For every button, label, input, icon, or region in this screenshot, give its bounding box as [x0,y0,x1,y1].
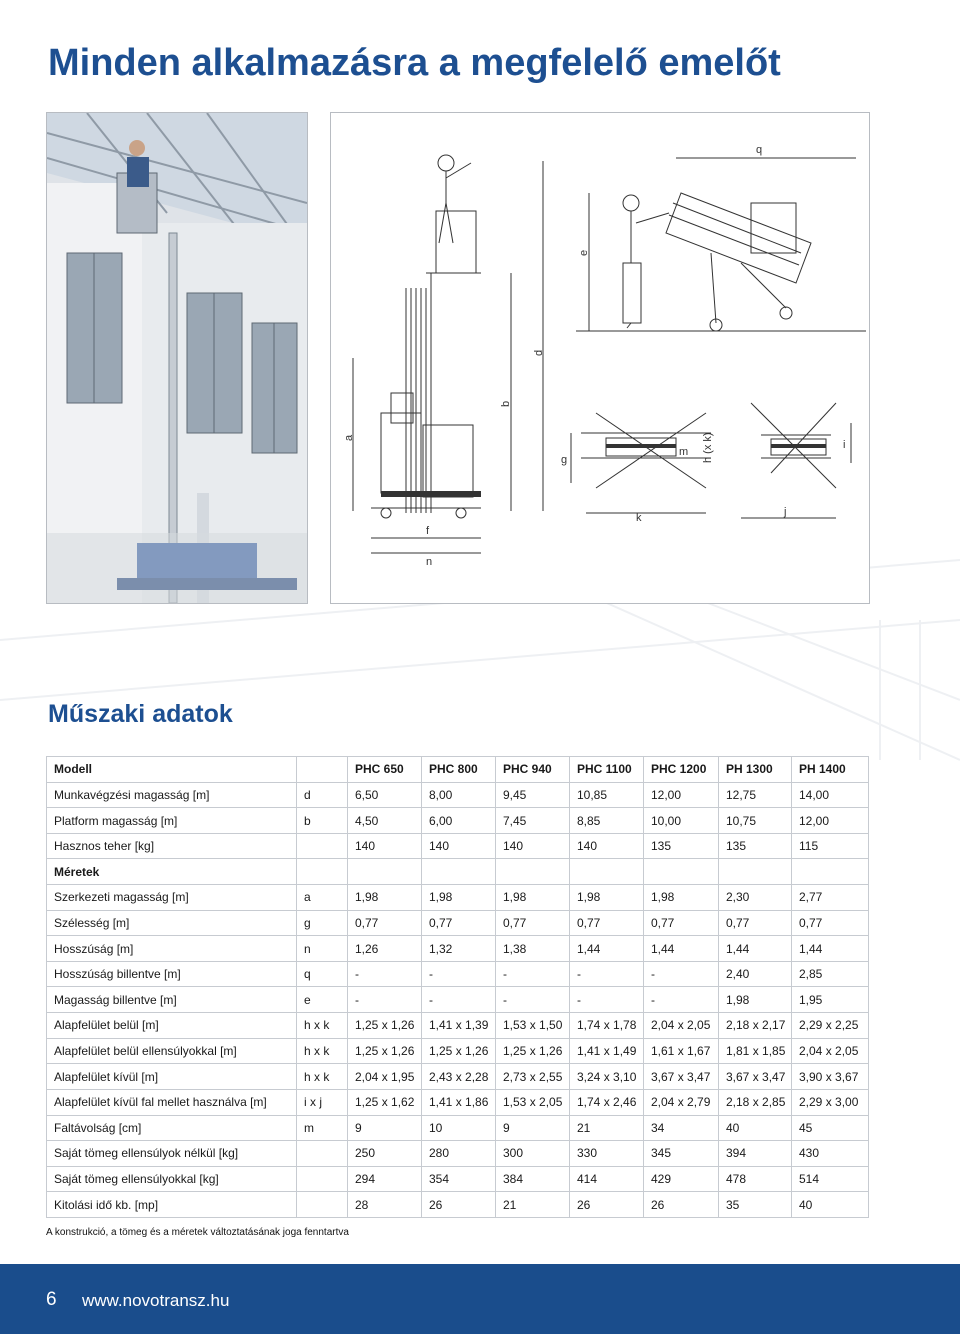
dimension-symbol [297,833,348,859]
cell-value: 0,77 [644,910,719,936]
row-label: Alapfelület belül [m] [47,1013,297,1039]
cell-value: 1,44 [644,936,719,962]
cell-value: 478 [719,1166,792,1192]
cell-value: 10,75 [719,808,792,834]
cell-value: - [570,961,644,987]
row-label: Méretek [47,859,297,885]
cell-value: 414 [570,1166,644,1192]
cell-value [644,859,719,885]
cell-value: 1,25 x 1,26 [348,1038,422,1064]
cell-value: 1,44 [719,936,792,962]
cell-value: 1,41 x 1,49 [570,1038,644,1064]
footnote: A konstrukció, a tömeg és a méretek változtatásának joga fenntartva [46,1227,349,1238]
dimension-symbol: q [297,961,348,987]
cell-value: 2,29 x 3,00 [792,1089,869,1115]
cell-value [348,859,422,885]
cell-value: 2,04 x 2,05 [644,1013,719,1039]
cell-value [496,859,570,885]
cell-value: 2,85 [792,961,869,987]
table-row [47,961,869,987]
cell-value: 0,77 [719,910,792,936]
cell-value: 2,29 x 2,25 [792,1013,869,1039]
cell-value: 26 [422,1192,496,1218]
cell-value: 1,25 x 1,26 [348,1013,422,1039]
cell-value: 384 [496,1166,570,1192]
cell-value: 429 [644,1166,719,1192]
row-label: Saját tömeg ellensúlyok nélkül [kg] [47,1141,297,1167]
row-label: Faltávolság [cm] [47,1115,297,1141]
cell-value: 1,32 [422,936,496,962]
table-row [47,808,869,834]
dimension-symbol [297,1141,348,1167]
cell-value: 140 [348,833,422,859]
cell-value: PHC 650 [348,757,422,783]
table-row [47,1089,869,1115]
cell-value: 1,44 [570,936,644,962]
cell-value: 1,25 x 1,26 [422,1038,496,1064]
cell-value: 1,74 x 1,78 [570,1013,644,1039]
cell-value: 40 [792,1192,869,1218]
cell-value [792,859,869,885]
cell-value: 140 [422,833,496,859]
table-header-row [47,757,869,783]
dimension-symbol [297,1192,348,1218]
cell-value: 28 [348,1192,422,1218]
row-label: Alapfelület belül ellensúlyokkal [m] [47,1038,297,1064]
cell-value: - [348,961,422,987]
cell-value: 1,74 x 2,46 [570,1089,644,1115]
cell-value: - [422,987,496,1013]
cell-value: PHC 1200 [644,757,719,783]
cell-value: 21 [570,1115,644,1141]
cell-value: 1,98 [570,885,644,911]
cell-value: 1,25 x 1,26 [496,1038,570,1064]
cell-value: 14,00 [792,782,869,808]
drawing-label-k: k [636,512,642,524]
cell-value: 7,45 [496,808,570,834]
drawing-label-h: h (x k) [702,432,714,463]
row-label: Modell [47,757,297,783]
cell-value: 2,73 x 2,55 [496,1064,570,1090]
cell-value: 140 [496,833,570,859]
drawing-label-g: g [561,454,568,466]
drawing-label-m: m [679,446,689,458]
table-row [47,885,869,911]
cell-value: 140 [570,833,644,859]
cell-value: - [496,961,570,987]
cell-value: 40 [719,1115,792,1141]
drawing-label-d: d [533,349,545,356]
row-label: Hosszúság billentve [m] [47,961,297,987]
cell-value: 3,24 x 3,10 [570,1064,644,1090]
dimension-symbol: a [297,885,348,911]
table-row [47,987,869,1013]
table-row [47,910,869,936]
table-row [47,782,869,808]
table-row [47,1141,869,1167]
dimension-symbol: n [297,936,348,962]
cell-value: - [348,987,422,1013]
cell-value: 1,41 x 1,86 [422,1089,496,1115]
cell-value: 35 [719,1192,792,1218]
row-label: Munkavégzési magasság [m] [47,782,297,808]
cell-value: 1,53 x 1,50 [496,1013,570,1039]
cell-value: 300 [496,1141,570,1167]
cell-value: 2,30 [719,885,792,911]
cell-value: 1,98 [422,885,496,911]
cell-value: 6,50 [348,782,422,808]
cell-value: 8,85 [570,808,644,834]
cell-value: 6,00 [422,808,496,834]
drawing-label-j: j [784,506,787,518]
cell-value: 26 [644,1192,719,1218]
technical-drawing [330,112,870,604]
cell-value: 9 [348,1115,422,1141]
cell-value: 2,04 x 2,79 [644,1089,719,1115]
cell-value: 1,98 [496,885,570,911]
page-number: 6 [46,1289,57,1310]
dimension-symbol: g [297,910,348,936]
cell-value: 1,53 x 2,05 [496,1089,570,1115]
row-label: Magasság billentve [m] [47,987,297,1013]
cell-value: 9,45 [496,782,570,808]
cell-value: 2,40 [719,961,792,987]
cell-value: 430 [792,1141,869,1167]
cell-value: 3,67 x 3,47 [644,1064,719,1090]
cell-value: 0,77 [570,910,644,936]
dimension-symbol [297,859,348,885]
table-row [47,833,869,859]
table-section-row [47,859,869,885]
cell-value: - [644,961,719,987]
cell-value: 0,77 [496,910,570,936]
cell-value: 2,43 x 2,28 [422,1064,496,1090]
drawing-label-a: a [343,434,355,441]
cell-value: 3,90 x 3,67 [792,1064,869,1090]
cell-value: PHC 1100 [570,757,644,783]
cell-value: 3,67 x 3,47 [719,1064,792,1090]
specs-table [46,756,869,1218]
cell-value: 12,75 [719,782,792,808]
cell-value: 4,50 [348,808,422,834]
drawing-label-e: e [578,249,590,256]
cell-value: 0,77 [792,910,869,936]
cell-value: 21 [496,1192,570,1218]
dimension-symbol: h x k [297,1038,348,1064]
cell-value: 1,98 [719,987,792,1013]
cell-value [719,859,792,885]
dimension-symbol: i x j [297,1089,348,1115]
cell-value: 9 [496,1115,570,1141]
table-row [47,1115,869,1141]
cell-value: - [570,987,644,1013]
cell-value: 2,04 x 2,05 [792,1038,869,1064]
cell-value: 1,95 [792,987,869,1013]
cell-value: PH 1300 [719,757,792,783]
table-row [47,936,869,962]
cell-value: PHC 940 [496,757,570,783]
dimension-symbol: d [297,782,348,808]
row-label: Kitolási idő kb. [mp] [47,1192,297,1218]
cell-value: 0,77 [348,910,422,936]
cell-value: 12,00 [792,808,869,834]
cell-value: 45 [792,1115,869,1141]
cell-value: 1,98 [644,885,719,911]
cell-value: 1,61 x 1,67 [644,1038,719,1064]
cell-value: 280 [422,1141,496,1167]
row-label: Szélesség [m] [47,910,297,936]
cell-value: 1,26 [348,936,422,962]
drawing-label-f: f [426,525,430,537]
cell-value: 394 [719,1141,792,1167]
row-label: Alapfelület kívül [m] [47,1064,297,1090]
table-row [47,1038,869,1064]
row-label: Platform magasság [m] [47,808,297,834]
cell-value: PH 1400 [792,757,869,783]
dimension-symbol: h x k [297,1013,348,1039]
cell-value: 345 [644,1141,719,1167]
dimension-symbol: e [297,987,348,1013]
cell-value: 2,77 [792,885,869,911]
footer-bar [0,1264,960,1334]
row-label: Alapfelület kívül fal mellet használva [m] [47,1089,297,1115]
cell-value: 2,18 x 2,17 [719,1013,792,1039]
cell-value: - [644,987,719,1013]
row-label: Szerkezeti magasság [m] [47,885,297,911]
cell-value [570,859,644,885]
product-photo [46,112,308,604]
cell-value: 8,00 [422,782,496,808]
cell-value: 2,04 x 1,95 [348,1064,422,1090]
drawing-label-i: i [843,439,846,451]
cell-value: 10,85 [570,782,644,808]
cell-value: 12,00 [644,782,719,808]
row-label: Hasznos teher [kg] [47,833,297,859]
dimension-symbol: b [297,808,348,834]
section-title: Műszaki adatok [48,700,233,728]
cell-value: 330 [570,1141,644,1167]
cell-value: - [496,987,570,1013]
drawing-label-n: n [426,556,433,568]
cell-value: 1,44 [792,936,869,962]
table-row [47,1064,869,1090]
table-row [47,1166,869,1192]
cell-value [422,859,496,885]
table-row [47,1192,869,1218]
row-label: Saját tömeg ellensúlyokkal [kg] [47,1166,297,1192]
drawing-label-q: q [756,144,763,156]
cell-value: 1,38 [496,936,570,962]
website-link[interactable]: www.novotransz.hu [82,1291,230,1310]
cell-value: 250 [348,1141,422,1167]
table-row [47,1013,869,1039]
row-label: Hosszúság [m] [47,936,297,962]
cell-value: 1,41 x 1,39 [422,1013,496,1039]
cell-value: 354 [422,1166,496,1192]
dimension-symbol [297,757,348,783]
dimension-symbol [297,1166,348,1192]
cell-value: 135 [644,833,719,859]
cell-value: 34 [644,1115,719,1141]
cell-value: 135 [719,833,792,859]
cell-value: 1,98 [348,885,422,911]
cell-value: 294 [348,1166,422,1192]
cell-value: 10 [422,1115,496,1141]
dimension-symbol: m [297,1115,348,1141]
page-title: Minden alkalmazásra a megfelelő emelőt [48,42,781,84]
cell-value: 2,18 x 2,85 [719,1089,792,1115]
drawing-label-b: b [500,400,512,407]
cell-value: 0,77 [422,910,496,936]
dimension-symbol: h x k [297,1064,348,1090]
cell-value: 1,25 x 1,62 [348,1089,422,1115]
cell-value: 26 [570,1192,644,1218]
cell-value: 10,00 [644,808,719,834]
cell-value: - [422,961,496,987]
cell-value: 1,81 x 1,85 [719,1038,792,1064]
cell-value: 514 [792,1166,869,1192]
cell-value: PHC 800 [422,757,496,783]
cell-value: 115 [792,833,869,859]
